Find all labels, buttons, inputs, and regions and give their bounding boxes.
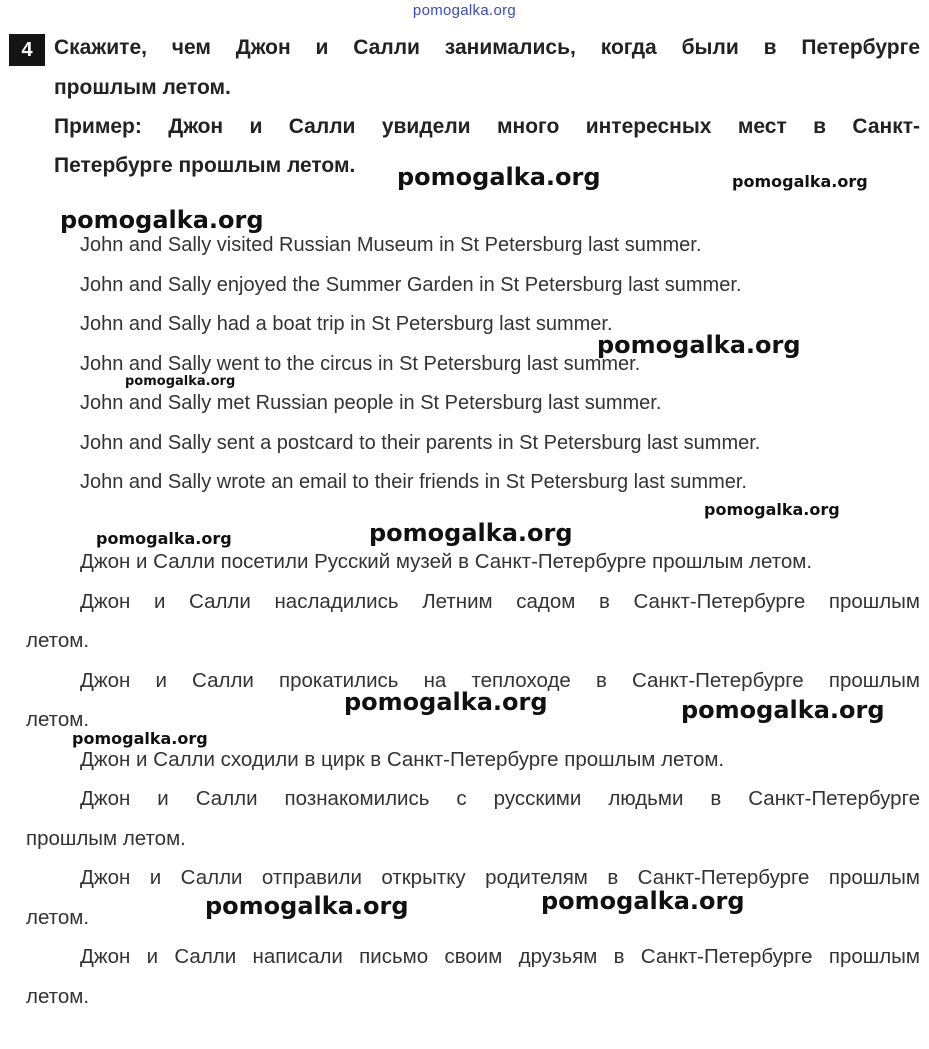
- russian-sentence-line-1: Джон и Салли написали письмо своим друзьям в Санкт-Петербурге прошлым: [80, 945, 920, 968]
- task-instruction-line-1: Скажите, чем Джон и Салли занимались, когда были в Петербурге: [54, 36, 920, 59]
- watermark: pomogalka.org: [125, 374, 236, 389]
- watermark: pomogalka.org: [397, 163, 601, 191]
- watermark: pomogalka.org: [96, 529, 232, 548]
- russian-sentence-line-1: Джон и Салли прокатились на теплоходе в Санкт-Петербурге прошлым: [80, 669, 920, 692]
- watermark: pomogalka.org: [597, 331, 801, 359]
- russian-sentence-line-2: летом.: [26, 629, 90, 652]
- english-sentence: John and Sally sent a postcard to their parents in St Petersburg last summer.: [80, 432, 761, 454]
- russian-sentence-line-2: летом.: [26, 708, 90, 731]
- english-sentence: John and Sally wrote an email to their friends in St Petersburg last summer.: [80, 471, 747, 493]
- english-sentence: John and Sally met Russian people in St Petersburg last summer.: [80, 392, 662, 414]
- task-instruction-line-2: прошлым летом.: [54, 76, 231, 99]
- top-watermark: pomogalka.org: [412, 2, 517, 19]
- russian-sentence: Джон и Салли сходили в цирк в Санкт-Петербурге прошлым летом.: [80, 748, 725, 771]
- watermark: pomogalka.org: [541, 887, 745, 915]
- watermark: pomogalka.org: [60, 206, 264, 234]
- task-number-badge: 4: [9, 34, 45, 66]
- russian-sentence-line-1: Джон и Салли познакомились с русскими людьми в Санкт-Петербурге: [80, 787, 920, 810]
- watermark: pomogalka.org: [344, 688, 548, 716]
- russian-sentence: Джон и Салли посетили Русский музей в Санкт-Петербурге прошлым летом.: [80, 550, 813, 573]
- russian-sentence-line-2: прошлым летом.: [26, 827, 186, 850]
- watermark: pomogalka.org: [732, 172, 868, 191]
- english-sentence: John and Sally enjoyed the Summer Garden in St Petersburg last summer.: [80, 274, 742, 296]
- russian-sentence-line-2: летом.: [26, 985, 90, 1008]
- english-sentence: John and Sally went to the circus in St Petersburg last summer.: [80, 353, 641, 375]
- task-example-line-1: Пример: Джон и Салли увидели много интересных мест в Санкт-: [54, 115, 920, 138]
- watermark: pomogalka.org: [72, 729, 208, 748]
- english-sentence: John and Sally visited Russian Museum in St Petersburg last summer.: [80, 234, 702, 256]
- watermark: pomogalka.org: [704, 500, 840, 519]
- task-example-line-2: Петербурге прошлым летом.: [54, 154, 356, 177]
- watermark: pomogalka.org: [205, 892, 409, 920]
- russian-sentence-line-1: Джон и Салли насладились Летним садом в Санкт-Петербурге прошлым: [80, 590, 920, 613]
- russian-sentence-line-2: летом.: [26, 906, 90, 929]
- watermark: pomogalka.org: [681, 696, 885, 724]
- watermark: pomogalka.org: [369, 519, 573, 547]
- english-sentence: John and Sally had a boat trip in St Petersburg last summer.: [80, 313, 613, 335]
- russian-sentence-line-1: Джон и Салли отправили открытку родителям в Санкт-Петербурге прошлым: [80, 866, 920, 889]
